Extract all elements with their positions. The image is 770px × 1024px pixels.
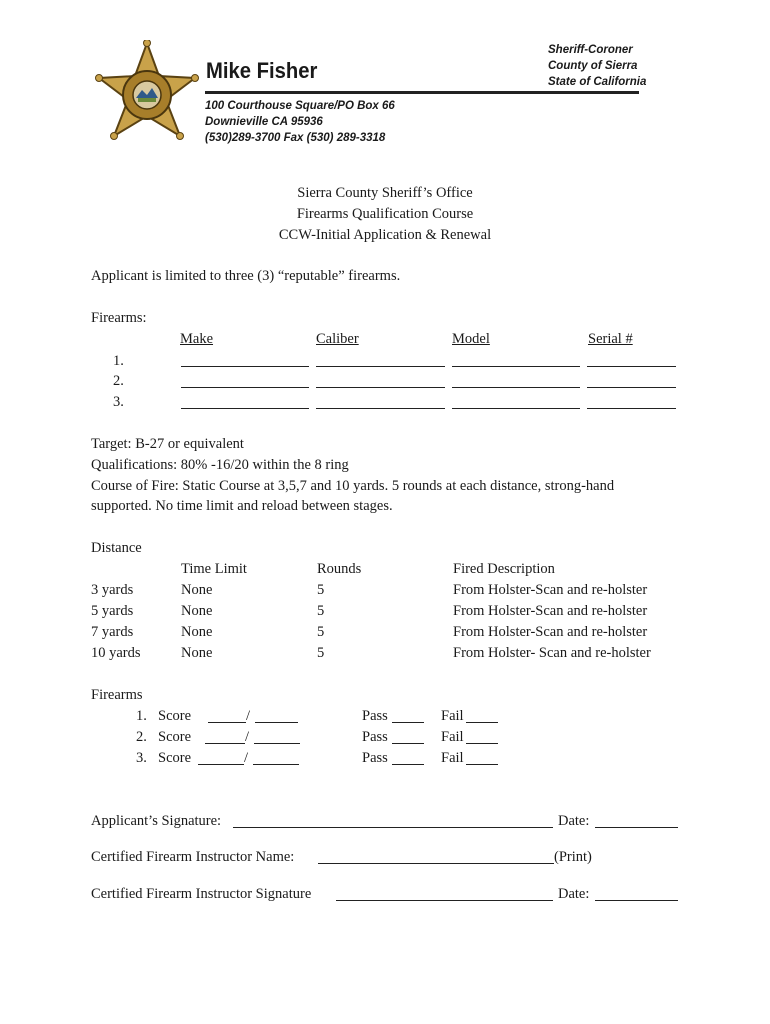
score-hits-field[interactable]: [208, 722, 246, 723]
pass-label: Pass: [362, 750, 388, 766]
time-cell: None: [181, 624, 213, 640]
distance-cell: 5 yards: [91, 603, 134, 619]
score-row-number: 2.: [136, 729, 147, 745]
score-total-field[interactable]: [254, 743, 300, 744]
score-label: Score: [158, 750, 192, 766]
distance-cell: 7 yards: [91, 624, 134, 640]
model-field[interactable]: [452, 387, 580, 388]
fail-label: Fail: [441, 729, 464, 745]
col-model: Model: [452, 331, 490, 347]
header-address-line2: Downieville CA 95936: [205, 116, 323, 128]
qualifications-text: Qualifications: 80% -16/20 within the 8 ring: [91, 457, 349, 473]
applicant-date-field[interactable]: [595, 827, 678, 828]
instructor-signature-field[interactable]: [336, 900, 553, 901]
make-field[interactable]: [181, 387, 309, 388]
desc-cell: From Holster-Scan and re-holster: [453, 624, 648, 640]
rounds-cell: 5: [317, 645, 325, 661]
pass-label: Pass: [362, 729, 388, 745]
pass-field[interactable]: [392, 743, 424, 744]
row-number: 2.: [113, 373, 124, 389]
instructor-date-field[interactable]: [595, 900, 678, 901]
caliber-field[interactable]: [316, 366, 445, 367]
sheriff-star-badge-icon: [92, 40, 202, 160]
row-number: 3.: [113, 394, 124, 410]
fail-field[interactable]: [466, 743, 498, 744]
header-title-line1: Sheriff-Coroner: [548, 44, 633, 56]
pass-field[interactable]: [392, 764, 424, 765]
col-caliber: Caliber: [316, 331, 359, 347]
instructor-signature-label: Certified Firearm Instructor Signature: [91, 886, 312, 902]
serial-field[interactable]: [587, 408, 676, 409]
col-serial: Serial #: [588, 331, 633, 347]
instructor-name-field[interactable]: [318, 863, 554, 864]
time-cell: None: [181, 645, 213, 661]
rounds-cell: 5: [317, 624, 325, 640]
sheriff-name: Mike Fisher: [206, 58, 318, 83]
desc-cell: From Holster- Scan and re-holster: [453, 645, 651, 661]
score-label: Score: [158, 708, 192, 724]
score-slash: /: [244, 750, 249, 766]
limit-text: Applicant is limited to three (3) “reputable” firearms.: [91, 268, 401, 284]
course-text-1: Course of Fire: Static Course at 3,5,7 and 10 yards. 5 rounds at each distance, strong-hand: [91, 478, 615, 494]
caliber-field[interactable]: [316, 408, 445, 409]
score-hits-field[interactable]: [205, 743, 245, 744]
rounds-cell: 5: [317, 603, 325, 619]
score-row-number: 1.: [136, 708, 147, 724]
fail-label: Fail: [441, 750, 464, 766]
header-rounds: Rounds: [317, 561, 362, 577]
header-phone-line: (530)289-3700 Fax (530) 289-3318: [205, 132, 386, 144]
time-cell: None: [181, 603, 213, 619]
distance-label: Distance: [91, 540, 142, 556]
serial-field[interactable]: [587, 366, 676, 367]
course-text-2: supported. No time limit and reload between stages.: [91, 498, 393, 514]
rounds-cell: 5: [317, 582, 325, 598]
model-field[interactable]: [452, 408, 580, 409]
time-cell: None: [181, 582, 213, 598]
make-field[interactable]: [181, 408, 309, 409]
make-field[interactable]: [181, 366, 309, 367]
instructor-name-label: Certified Firearm Instructor Name:: [91, 849, 295, 865]
date-label: Date:: [558, 886, 590, 902]
desc-cell: From Holster-Scan and re-holster: [453, 582, 648, 598]
desc-cell: From Holster-Scan and re-holster: [453, 603, 648, 619]
date-label: Date:: [558, 813, 590, 829]
row-number: 1.: [113, 353, 124, 369]
distance-cell: 10 yards: [91, 645, 141, 661]
score-slash: /: [246, 708, 251, 724]
fail-field[interactable]: [466, 722, 498, 723]
score-label: Score: [158, 729, 192, 745]
score-total-field[interactable]: [255, 722, 298, 723]
firearms-label: Firearms:: [91, 310, 147, 326]
score-total-field[interactable]: [253, 764, 299, 765]
doc-title-1: Sierra County Sheriff’s Office: [297, 185, 473, 201]
applicant-signature-field[interactable]: [233, 827, 553, 828]
header-fired-description: Fired Description: [453, 561, 555, 577]
distance-cell: 3 yards: [91, 582, 134, 598]
caliber-field[interactable]: [316, 387, 445, 388]
target-text: Target: B-27 or equivalent: [91, 436, 244, 452]
col-make: Make: [180, 331, 214, 347]
serial-field[interactable]: [587, 387, 676, 388]
header-address-line1: 100 Courthouse Square/PO Box 66: [205, 100, 395, 112]
score-row-number: 3.: [136, 750, 147, 766]
pass-field[interactable]: [392, 722, 424, 723]
fail-field[interactable]: [466, 764, 498, 765]
doc-title-2: Firearms Qualification Course: [296, 206, 474, 222]
doc-title-3: CCW-Initial Application & Renewal: [278, 227, 492, 243]
header-title-line2: County of Sierra: [548, 60, 638, 72]
pass-label: Pass: [362, 708, 388, 724]
model-field[interactable]: [452, 366, 580, 367]
score-hits-field[interactable]: [198, 764, 244, 765]
header-title-line3: State of California: [548, 76, 647, 88]
fail-label: Fail: [441, 708, 464, 724]
header-rule: [205, 91, 639, 94]
score-section-label: Firearms: [91, 687, 143, 703]
applicant-signature-label: Applicant’s Signature:: [91, 813, 222, 829]
score-slash: /: [245, 729, 250, 745]
header-time-limit: Time Limit: [181, 561, 247, 577]
print-label: (Print): [554, 849, 592, 865]
